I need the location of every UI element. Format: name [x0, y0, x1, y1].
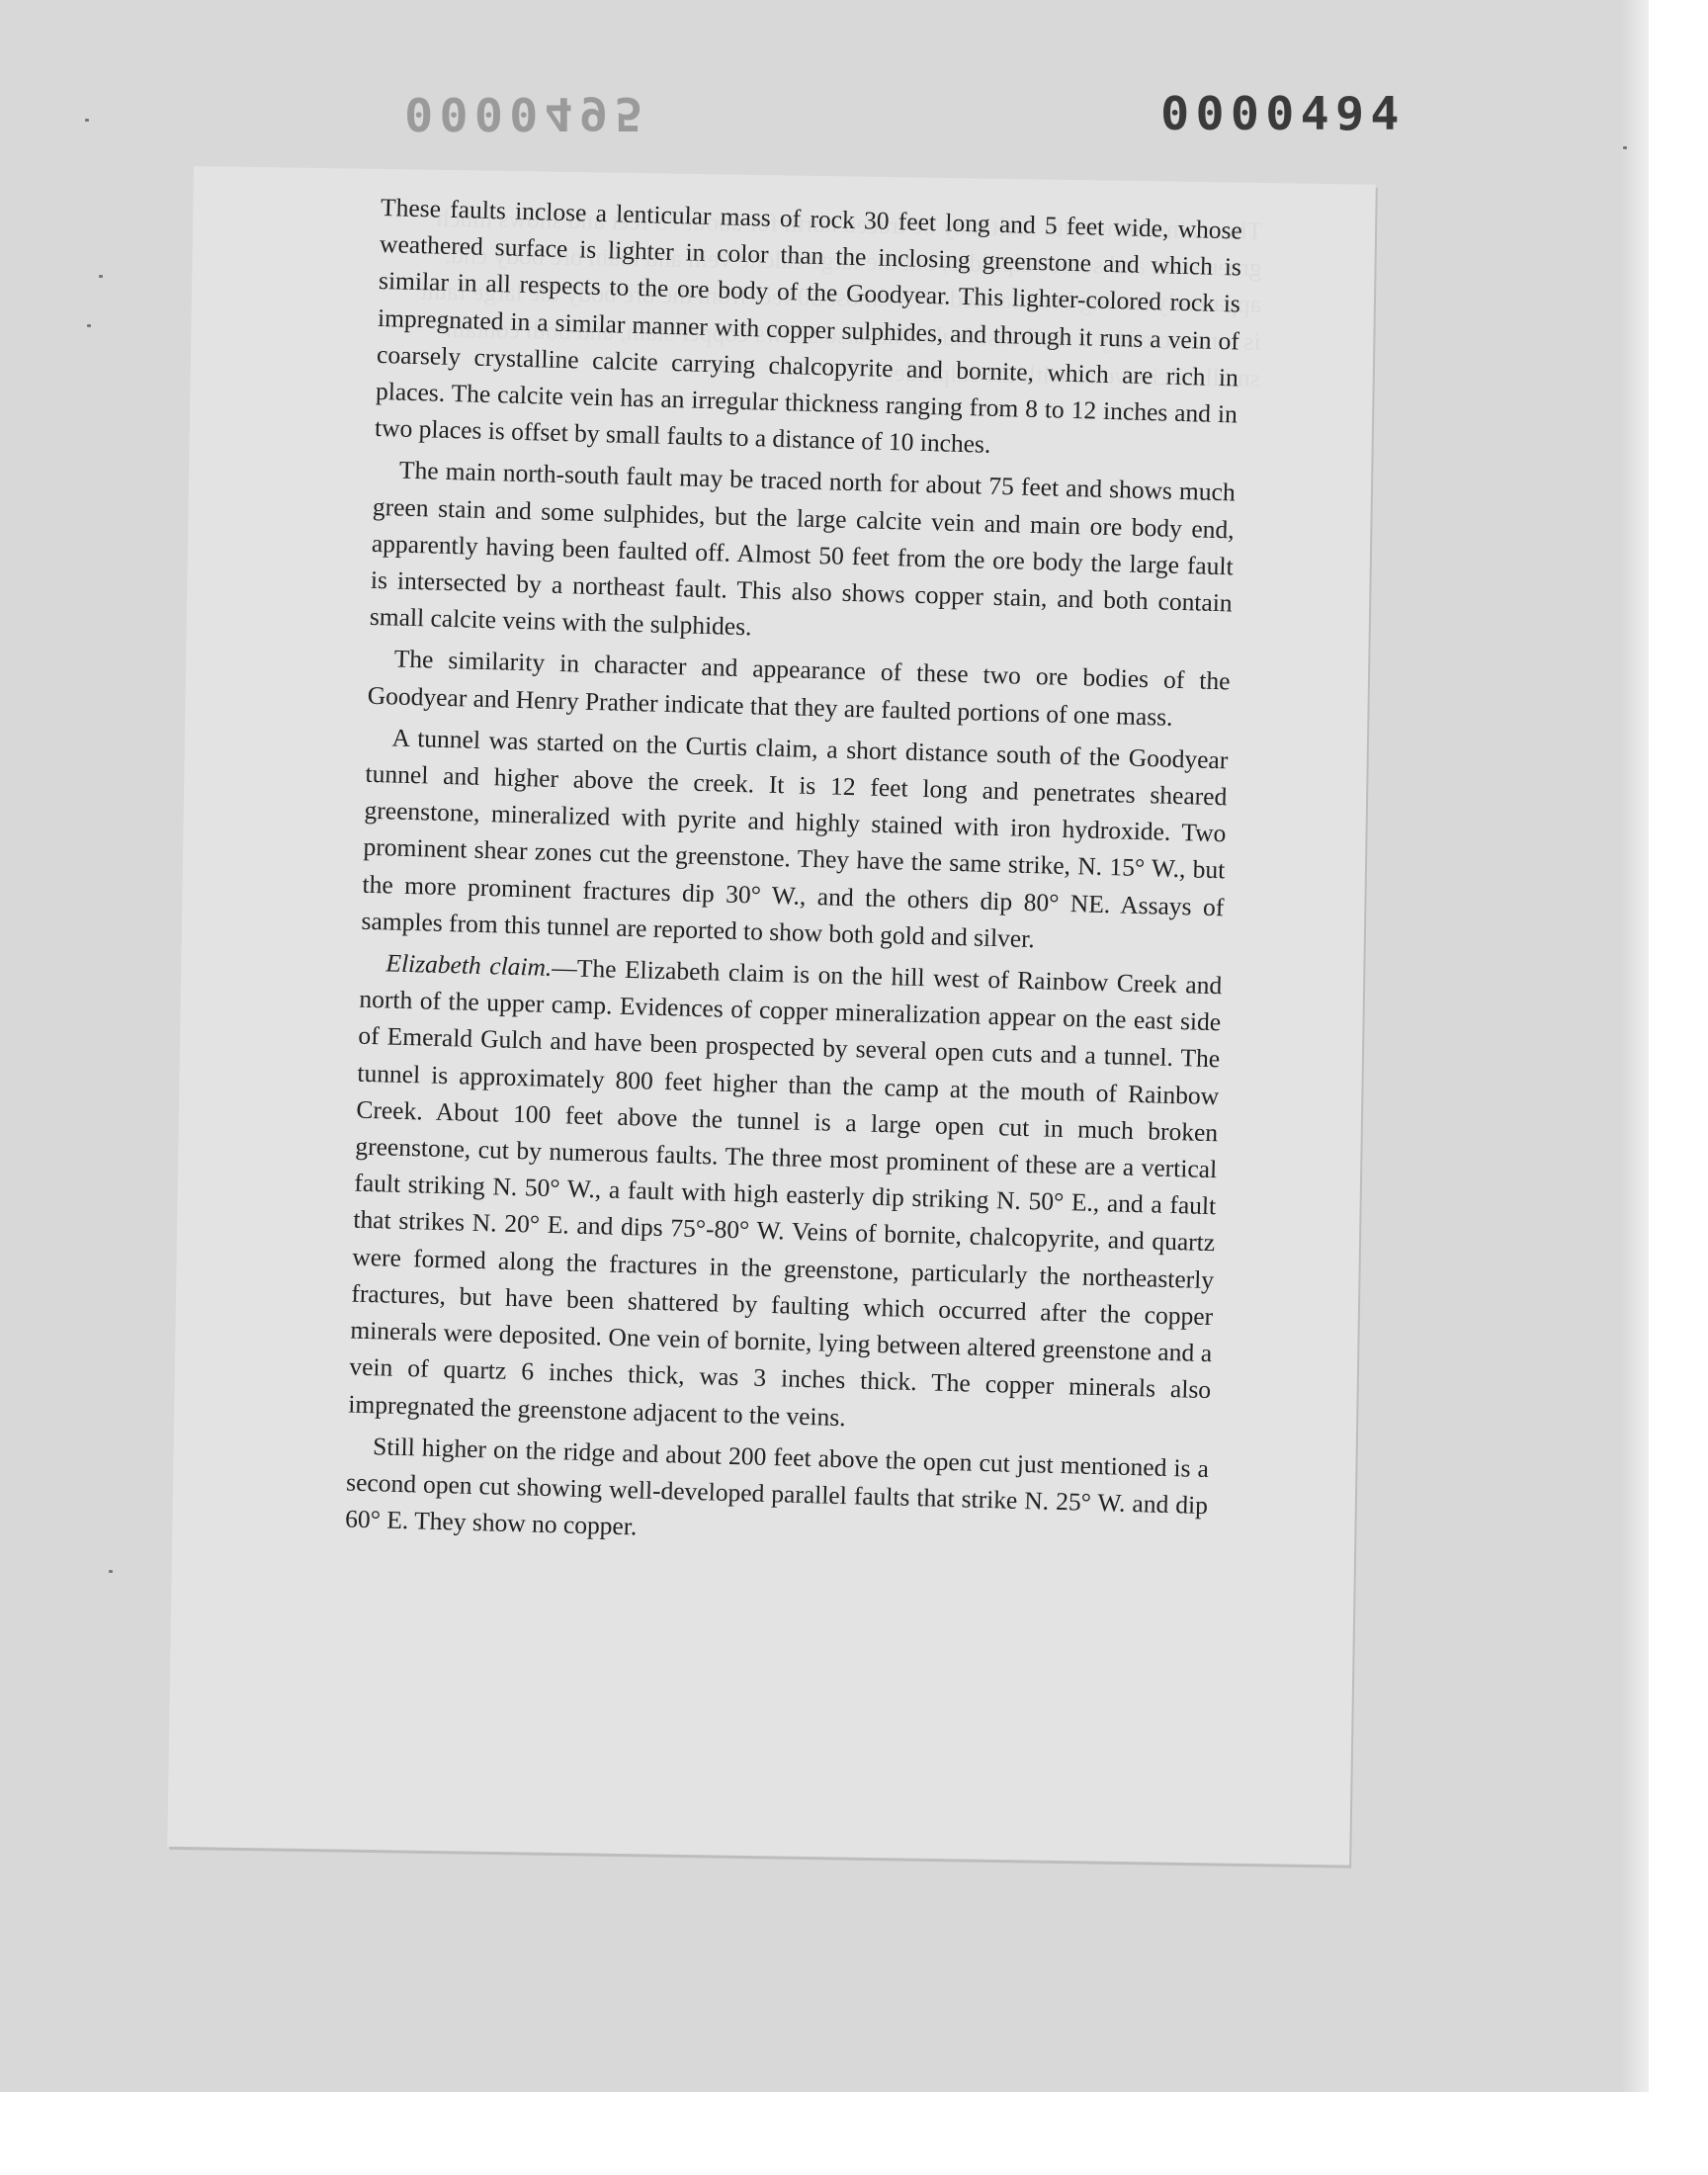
scan-speck — [85, 119, 89, 122]
paragraph-main-fault: The main north-south fault may be traced north for about 75 feet and shows much green stain and some sulphides, but the large calcite vein and main ore body end, apparently having been faulted off. Almost 50 feet from the ore body the large fault is intersected by a northeast fault. This also shows copper stain, and both contain small calcite veins with the sulphides. — [369, 456, 1237, 642]
page-stamp-number: 0000494 — [1160, 87, 1406, 140]
paragraph-second-open-cut: Still higher on the ridge and about 200 feet above the open cut just mentioned is a second open cut showing well-developed parallel faults that strike N. 25° W. and dip 60° E. They show no copper. — [344, 1431, 1210, 1541]
document-page — [167, 166, 1376, 1866]
scan-speck — [99, 275, 103, 278]
scan-edge — [1621, 0, 1649, 2092]
paragraph-faults-lenticular-mass: These faults inclose a lenticular mass of rock 30 feet long and 5 feet wide, whose weathered surface is lighter in color than the inclosing greenstone and which is similar in all respects to the ore body of the Goodyear. This lighter-colored rock is impregnated in a similar manner with copper sulphides, and through it runs a vein of coarsely crystalline calcite carrying chalcopyrite and bornite, which are rich in places. The calcite vein has an irregular thickness ranging from 8 to 12 inches and in two places is offset by small faults to a distance of 10 inches. — [374, 192, 1243, 459]
scan-speck — [87, 324, 91, 327]
paragraph-elizabeth-claim — [348, 944, 1223, 1445]
paragraph-elizabeth-text: —The Elizabeth claim is on the hill west of Rainbow Creek and north of the upper camp. Evidences of copper mineralization appear on the east side of Emerald Gulch and have been prospected by several open cuts and a tunnel. The tunnel is approximately 800 feet higher than the camp at the mouth of Rainbow Creek. About 100 feet above the tunnel is a large open cut in much broken greenstone, cut by numerous faults. The three most prominent of these are a vertical fault striking N. 50° W., a fault with high easterly dip striking N. 50° E., and a fault that strikes N. 20° E. and dips 75°-80° W. Veins of bornite, chalcopyrite, and quartz were formed along the fractures in the greenstone, particularly the northeasterly fractures, but have been shattered by faulting which occurred after the copper minerals were deposited. One vein of bornite, lying between altered greenstone and a vein of quartz 6 inches thick, was 3 inches thick. The copper minerals also impregnated the greenstone adjacent to the veins. — [348, 953, 1223, 1432]
scan-speck — [1623, 146, 1627, 149]
paragraph-similarity: The similarity in character and appearance of these two ore bodies of the Goodyear and Henry Prather indicate that they are faulted portions of one mass. — [367, 644, 1231, 732]
paragraph-curtis-tunnel: A tunnel was started on the Curtis claim, a short distance south of the Goodyear tunnel and higher above the creek. It is 12 feet long and penetrates sheared greenstone, mineralized with pyrite and highly stained with iron hydroxide. Two prominent shear zones cut the greenstone. They have the same strike, N. 15° W., but the more prominent fractures dip 30° W., and the others dip 80° NE. Assays of samples from this tunnel are reported to show both gold and silver. — [361, 723, 1229, 953]
scan-speck — [109, 1570, 113, 1573]
reversed-stamp-number: 0000495 — [404, 87, 649, 140]
page-body — [345, 189, 1243, 1565]
section-heading-elizabeth-claim: Elizabeth claim. — [385, 948, 553, 982]
